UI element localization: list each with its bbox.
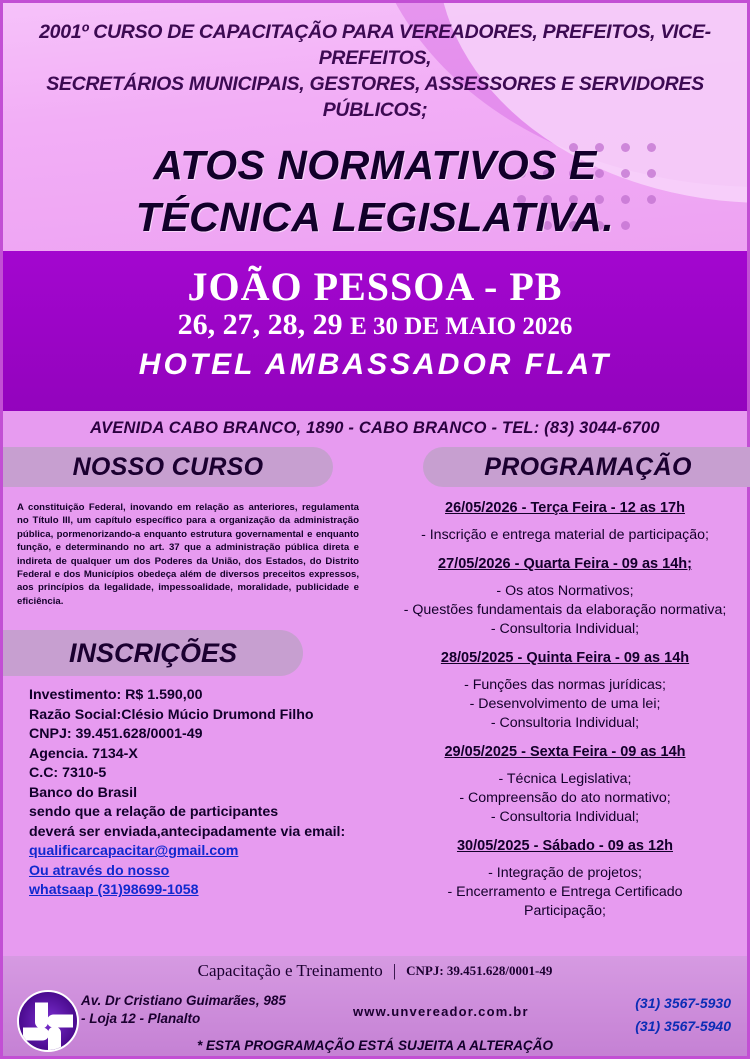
logo-blade [47, 1015, 73, 1028]
footer-address [81, 992, 286, 1028]
poster-footer [3, 956, 747, 1056]
cnpj-line: CNPJ: 39.451.628/0001-49 [29, 726, 203, 743]
footer-note: * ESTA PROGRAMAÇÃO ESTÁ SUJEITA A ALTERAÇÃO [196, 1038, 553, 1053]
footer-cnpj: CNPJ: 39.451.628/0001-49 [406, 963, 553, 978]
event-dates-month: E 30 DE MAIO 2026 [350, 313, 573, 340]
programacao-item: - Inscrição e entrega material de participação; [421, 527, 709, 543]
investimento-line: Investimento: R$ 1.590,00 [29, 687, 203, 704]
programacao-item: - Encerramento e Entrega Certificado [447, 884, 683, 900]
ou-atraves-link[interactable]: Ou através do nosso [29, 862, 170, 879]
footer-brand: Capacitação e Treinamento [197, 961, 383, 980]
email-link[interactable]: qualificarcapacitar@gmail.com [29, 843, 239, 860]
event-dates-main: 26, 27, 28, 29 [177, 308, 351, 341]
footer-phone-2[interactable]: (31) 3567-5940 [635, 1018, 731, 1034]
event-city: JOÃO PESSOA - PB [187, 264, 563, 309]
programacao-day-date: 29/05/2025 - Sexta Feira - 09 as 14h [444, 744, 686, 760]
course-title [3, 139, 747, 243]
footer-address-line-1: Av. Dr Cristiano Guimarães, 985 [81, 993, 286, 1008]
programacao-heading-label: PROGRAMAÇÃO [484, 452, 692, 481]
programacao-item: - Questões fundamentais da elaboração normativa; [403, 602, 727, 618]
event-dates [3, 308, 747, 342]
right-column [375, 447, 750, 921]
event-venue: HOTEL AMBASSADOR FLAT [138, 348, 612, 381]
programacao-item: - Compreensão do ato normativo; [459, 790, 671, 806]
event-address: AVENIDA CABO BRANCO, 1890 - CABO BRANCO - TEL: (83) 3044-6700 [3, 411, 747, 445]
programacao-item: - Funções das normas jurídicas; [464, 677, 666, 693]
course-description: A constituição Federal, inovando em relação as anteriores, regulamenta no Título III, um capítulo específico para a organização da administração pública, pormenorizando-a enquanto estrutura governamental e enquanto função, e determinando no art. 37 que a administração pública direta e indireta de qualquer um dos Poderes da União, dos Estados, do Distrito Federal e dos Municípios obedeça além de diversos preceitos expressos, aos princípios da legalidade, impessoalidade, moralidade, publicidade e eficiência. [17, 502, 359, 607]
programacao-list [383, 499, 747, 921]
header-line-1: 2001º CURSO DE CAPACITAÇÃO PARA VEREADORES, PREFEITOS, VICE-PREFEITOS, [39, 21, 711, 69]
header-line-2: SECRETÁRIOS MUNICIPAIS, GESTORES, ASSESSORES E SERVIDORES PÚBLICOS; [46, 73, 704, 121]
programacao-item: - Consultoria Individual; [490, 621, 640, 637]
footer-separator: | [392, 961, 397, 980]
logo-blade [35, 1003, 48, 1029]
event-band [3, 251, 747, 411]
footer-website[interactable]: www.unvereador.com.br [353, 1004, 529, 1019]
section-heading-course [3, 447, 333, 487]
programacao-item: - Consultoria Individual; [490, 809, 640, 825]
course-heading-label: NOSSO CURSO [72, 452, 264, 481]
observacao-line-2: deverá ser enviada,antecipadamente via email: [29, 823, 346, 840]
footer-address-line-2: - Loja 12 - Planalto [81, 1011, 201, 1026]
conta-corrente-line: C.C: 7310-5 [29, 765, 107, 782]
poster-header [3, 3, 747, 251]
programacao-item: - Técnica Legislativa; [498, 771, 632, 787]
inscricoes-heading-label: INSCRIÇÕES [68, 637, 238, 668]
section-heading-inscricoes [3, 630, 303, 676]
programacao-item: - Os atos Normativos; [496, 583, 634, 599]
left-column [3, 447, 375, 901]
course-title-line-2: TÉCNICA LEGISLATIVA. [135, 194, 615, 240]
section-heading-programacao [423, 447, 750, 487]
programacao-day-date: 30/05/2025 - Sábado - 09 as 12h [456, 838, 673, 854]
programacao-item: - Desenvolvimento de uma lei; [469, 696, 661, 712]
footer-phones [635, 992, 731, 1038]
course-title-line-1: ATOS NORMATIVOS E [153, 142, 597, 188]
inscricoes-details [29, 686, 375, 901]
observacao-line-1: sendo que a relação de participantes [29, 804, 279, 821]
programacao-day-date: 28/05/2025 - Quinta Feira - 09 as 14h [440, 650, 690, 666]
whatsapp-link[interactable]: whatsaap (31)98699-1058 [29, 882, 199, 899]
footer-brand-row [3, 956, 747, 986]
programacao-item: Participação; [523, 903, 606, 919]
programacao-day-date: 27/05/2026 - Quarta Feira - 09 as 14h; [438, 556, 692, 572]
programacao-day-date: 26/05/2026 - Terça Feira - 12 as 17h [445, 500, 685, 516]
banco-line: Banco do Brasil [29, 784, 138, 801]
footer-phone-1[interactable]: (31) 3567-5930 [635, 995, 731, 1011]
programacao-item: - Consultoria Individual; [490, 715, 640, 731]
razao-social-line: Razão Social:Clésio Múcio Drumond Filho [29, 706, 314, 723]
agencia-line: Agencia. 7134-X [29, 745, 138, 762]
programacao-item: - Integração de projetos; [488, 865, 642, 881]
